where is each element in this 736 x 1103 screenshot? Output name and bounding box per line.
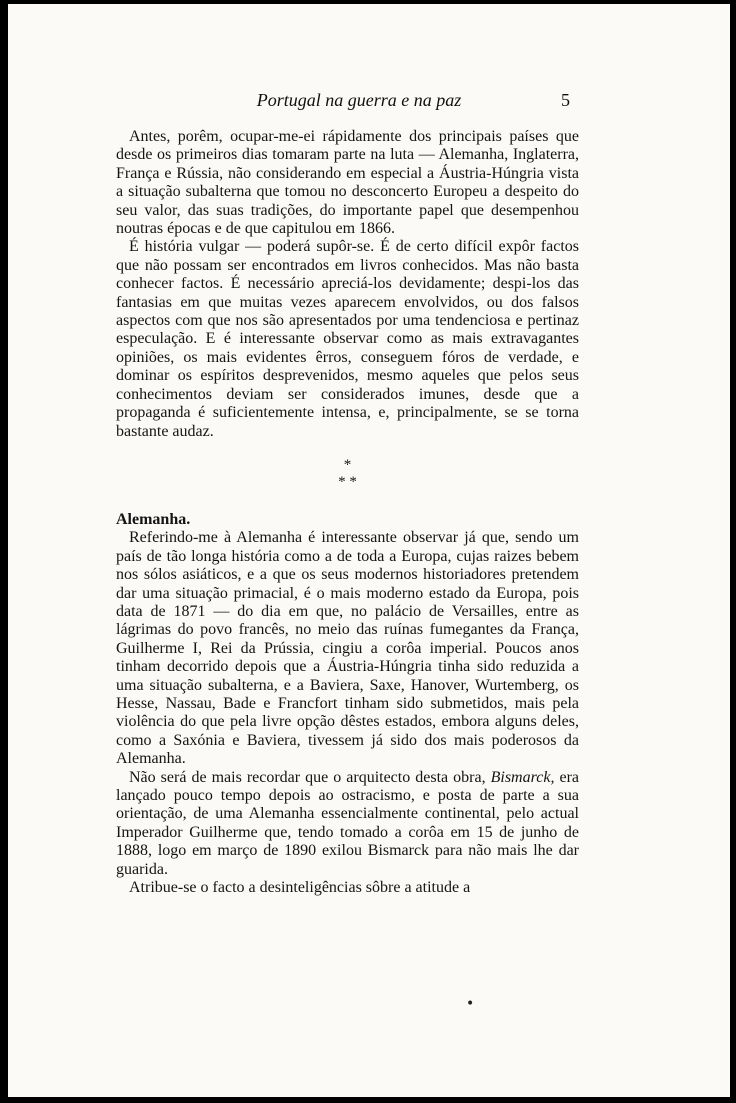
paragraph-history: É história vulgar — poderá supôr-se. É de certo difícil expôr factos que não possam ser encontrados em livros conhecidos. Mas não basta conhecer factos. É necessário apreciá-los devidamente; despi-los das fantasias em que muitas vezes aparecem envolvidos, ou dos falsos aspectos com que nos são apresentados por uma tendenciosa e pertinaz especulação. E é interessante observar como as mais extravagantes opiniões, os mais evidentes êrros, conseguem fóros de verdade, e dominar os espíritos desprevenidos, mesmo aqueles que pelos seus conhecimentos deviam ser considerados imunes, desde que a propaganda é suficientemente intensa, e, principalmente, se se torna bastante audaz.: [116, 238, 579, 440]
paragraph-alemanha: Referindo-me à Alemanha é interessante observar já que, sendo um país de tão longa história como a de toda a Europa, cujas raizes bebem nos sólos asiáticos, e a que os seus modernos historiadores pretendem dar uma situação primacial, é o mais moderno estado da Europa, pois data de 1871 — do dia em que, no palácio de Versailles, entre as lágrimas do povo francês, no meio das ruínas fumegantes da França, Guilherme I, Rei da Prússia, cingiu a corôa imperial. Poucos anos tinham decorrido depois que a Áustria-Húngria tinha sido reduzida a uma situação subalterna, e a Baviera, Saxe, Hanover, Wurtemberg, os Hesse, Nassau, Bade e Francfort tinham sido submetidos, mais pela violência do que pela livre opção dêstes estados, embora alguns deles, como a Saxónia e Baviera, tivessem já sido dos mais poderosos da Alemanha.: [116, 529, 579, 768]
book-page: [8, 4, 730, 1097]
running-title: Portugal na guerra e na paz: [256, 90, 462, 110]
paragraph-bismarck: [116, 769, 579, 879]
footer-mark: •: [466, 996, 475, 1012]
paragraph-intro: Antes, porêm, ocupar-me-ei rápidamente dos principais países que desde os primeiros dias tomaram parte na luta — Alemanha, Inglaterra, França e Rússia, não considerando em especial a Áustria-Húngria vista a situação subalterna que tomou no desconcerto Europeu a despeito do seu valor, das suas tradições, do importante papel que desempenhou noutras épocas e de que capitulou em 1866.: [116, 128, 579, 238]
paragraph-atribue: Atribue-se o facto a desinteligências sôbre a atitude a: [129, 879, 471, 897]
section-heading-alemanha: Alemanha.: [116, 510, 191, 528]
page-header: [8, 88, 730, 118]
separator-bottom-stars: * *: [338, 473, 357, 490]
bismarck-text-end: era lançado pouco tempo depois ao ostracismo, e posta de parte a sua orientação, de uma Alemanha essencialmente continental, pelo actual Imperador Guilherme que, tendo tomado a corôa em 15 de junho de 1888, logo em março de 1890 exilou Bismarck para não mais lhe dar guarida.: [116, 768, 580, 878]
section-separator: [116, 457, 579, 491]
body-text: [116, 128, 579, 897]
bismarck-name: Bismarck,: [490, 768, 555, 786]
separator-top-star: *: [343, 456, 352, 473]
bismarck-text-start: Não será de mais recordar que o arquitecto desta obra,: [129, 768, 486, 786]
page-number: 5: [561, 90, 570, 110]
